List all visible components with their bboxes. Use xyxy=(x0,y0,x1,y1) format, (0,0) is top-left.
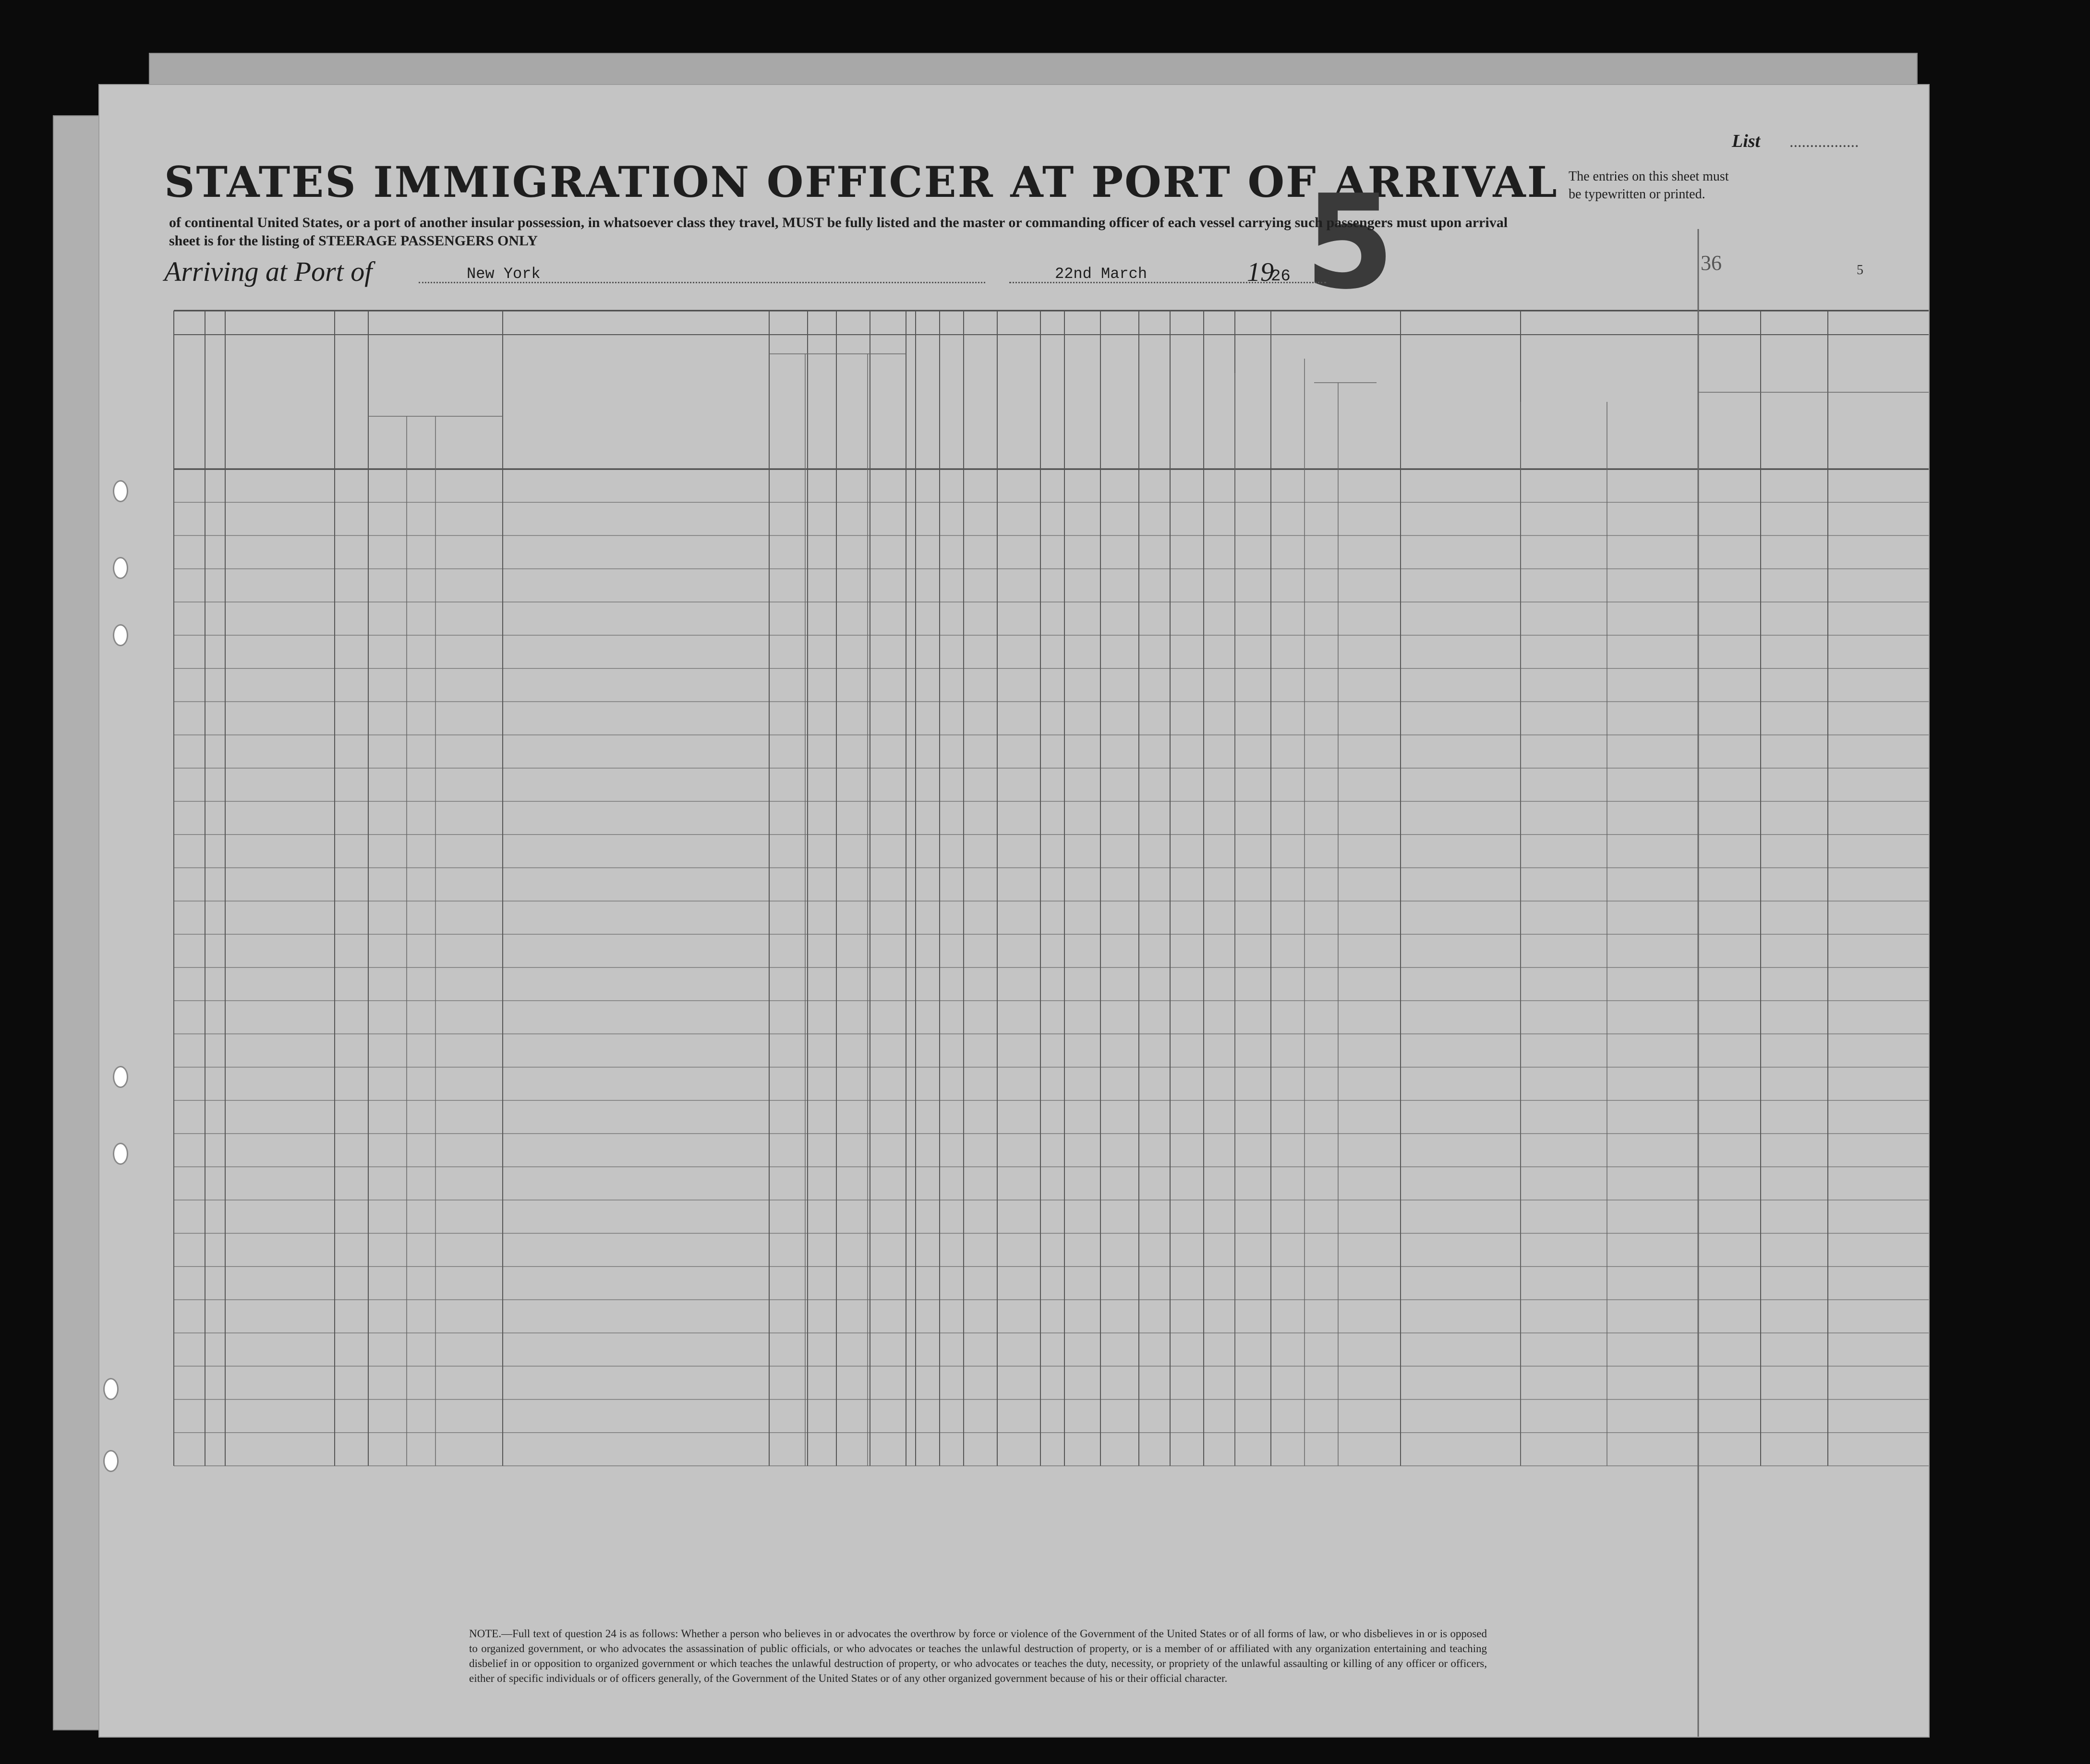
arriving-label: Arriving at Port of xyxy=(164,256,373,287)
list-dots: ................. xyxy=(1789,133,1859,151)
list-label: List xyxy=(1732,131,1761,151)
binder-hole xyxy=(113,480,128,502)
year-prefix: 19 xyxy=(1247,257,1274,287)
date-value: 22nd March xyxy=(1055,265,1148,283)
handwritten-5: 5 xyxy=(1857,263,1863,278)
year-suffix: 26 xyxy=(1271,267,1291,286)
page-title: STATES IMMIGRATION OFFICER AT PORT OF ARRIVAL xyxy=(164,157,1558,207)
column-heading xyxy=(908,344,938,464)
sheet-number-stamp: 5 xyxy=(1305,167,1395,318)
binder-hole xyxy=(103,1378,119,1400)
binder-hole xyxy=(113,624,128,646)
intro-line-1: of continental United States, or a port of another insular possession, in whatsoever class they travel, MUST be fully listed and the master or commanding officer of each vessel carrying such passengers must upon arrival xyxy=(169,215,1508,230)
binder-hole xyxy=(113,1066,128,1088)
column-heading xyxy=(337,344,366,464)
instruction-line-1: The entries on this sheet must xyxy=(1569,169,1729,184)
column-heading xyxy=(966,344,995,464)
handwritten-36: 36 xyxy=(1701,251,1722,275)
port-value: New York xyxy=(467,265,541,283)
ledger-grid xyxy=(99,85,1929,1737)
binder-hole xyxy=(113,1143,128,1165)
manifest-sheet xyxy=(98,84,1930,1738)
column-heading xyxy=(207,344,223,464)
instruction-line-2: be typewritten or printed. xyxy=(1569,187,1705,202)
column-heading xyxy=(942,344,962,464)
question-24-note: NOTE.—Full text of question 24 is as follows: Whether a person who believes in or advocates the overthrow by force or violence of the Government of the United States or of all forms of law, or who disbelieves in or is opposed to organized government, or who advocates the assassination of public officials, or who advocates or teaches the unlawful destruction of property, or is a member of or affiliated with any organization entertaining and teaching disbelief in or opposition to organized government or which teaches the unlawful destruction of property, or who advocates or teaches the duty, necessity, or propriety of the unlawful assaulting or killing of any officer or officers, either of specific individuals or of officers generally, of the Government of the United States or of any other organized government because of his or their official character. xyxy=(469,1628,1487,1685)
binder-hole xyxy=(113,557,128,579)
column-heading xyxy=(1102,344,1137,464)
binder-hole xyxy=(103,1450,119,1472)
intro-line-2: sheet is for the listing of STEERAGE PASSENGERS ONLY xyxy=(169,233,538,249)
column-heading xyxy=(999,344,1039,464)
column-heading xyxy=(1042,344,1099,464)
